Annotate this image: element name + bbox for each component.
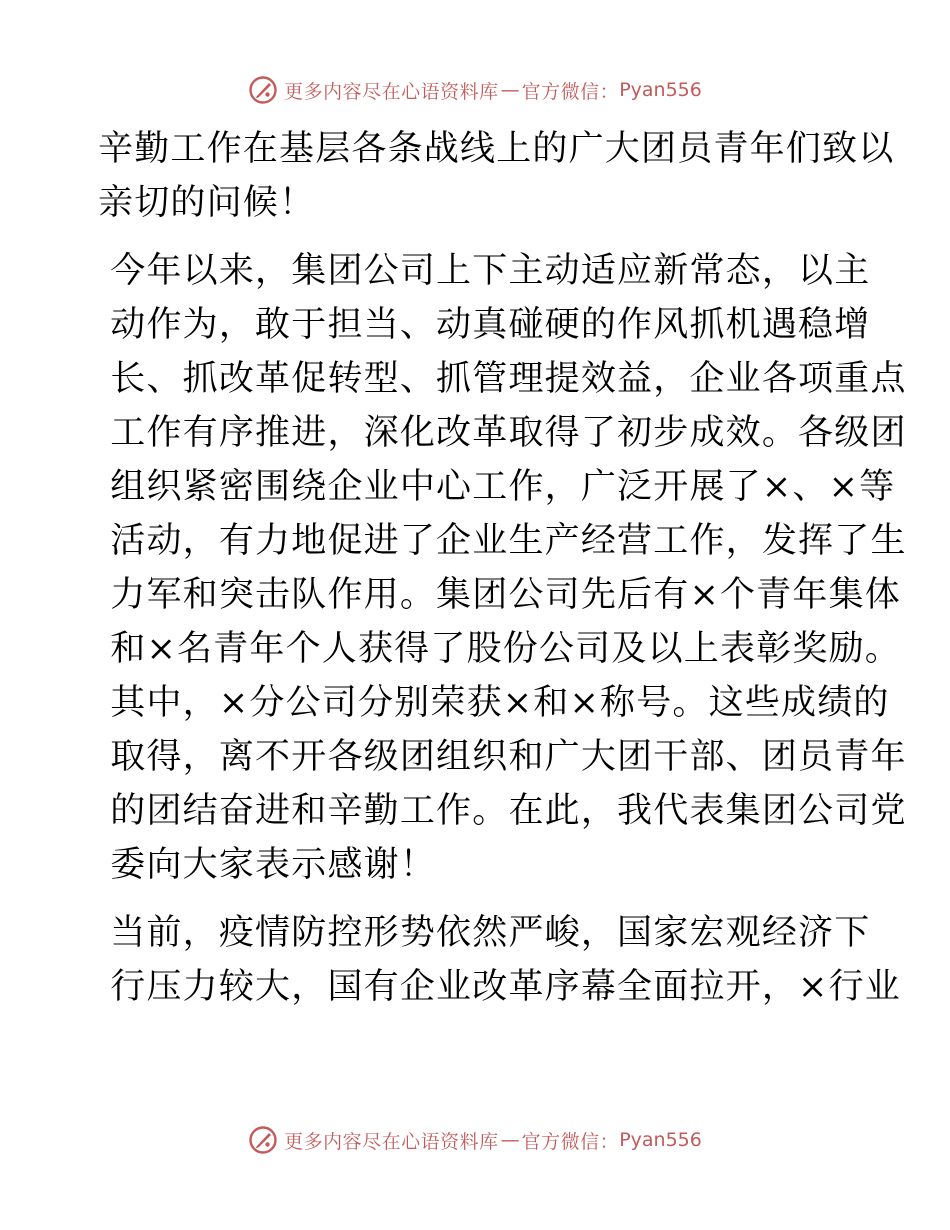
- text-line: 今年以来，集团公司上下主动适应新常态，以主: [110, 251, 871, 291]
- text-line: 力军和突击队作用。集团公司先后有×个青年集体: [110, 575, 901, 615]
- quill-seal-icon: [248, 75, 278, 105]
- text-line: 组织紧密围绕企业中心工作，广泛开展了×、×等: [110, 467, 896, 507]
- text-line: 当前，疫情防控形势依然严峻，国家宏观经济下: [110, 913, 871, 953]
- watermark-separator: —: [500, 79, 520, 101]
- text-line: 活动，有力地促进了企业生产经营工作，发挥了生: [110, 521, 907, 561]
- document-body: [98, 122, 907, 1014]
- paragraph-greeting-continuation: [98, 122, 895, 230]
- text-line: 工作有序推进，深化改革取得了初步成效。各级团: [110, 413, 907, 453]
- watermark-wechat-label: 官方微信：: [521, 1130, 620, 1153]
- watermark-wechat-label: 官方微信：: [521, 80, 620, 103]
- watermark-wechat-id: Pyan556: [619, 1129, 702, 1151]
- watermark-site-name: 更多内容尽在心语资料库: [284, 1130, 499, 1153]
- text-line: 亲切的问候！: [98, 183, 316, 223]
- text-line: 和×名青年个人获得了股份公司及以上表彰奖励。: [110, 629, 901, 669]
- text-line: 的团结奋进和辛勤工作。在此，我代表集团公司党: [110, 791, 907, 831]
- watermark-site-name: 更多内容尽在心语资料库: [284, 80, 499, 103]
- text-line: 辛勤工作在基层各条战线上的广大团员青年们致以: [98, 129, 895, 169]
- watermark-separator: —: [500, 1129, 520, 1151]
- header-watermark: [0, 73, 950, 107]
- watermark-wechat-id: Pyan556: [619, 79, 702, 101]
- text-line: 委向大家表示感谢！: [110, 845, 437, 885]
- text-line: 动作为，敢于担当、动真碰硬的作风抓机遇稳增: [110, 305, 871, 345]
- footer-watermark: [0, 1123, 950, 1157]
- quill-seal-icon: [248, 1125, 278, 1155]
- paragraph-achievements: [98, 244, 907, 892]
- text-line: 其中，×分公司分别荣获×和×称号。这些成绩的: [110, 683, 890, 723]
- text-line: 行压力较大，国有企业改革序幕全面拉开，×行业: [110, 967, 901, 1007]
- text-line: 取得，离不开各级团组织和广大团干部、团员青年: [110, 737, 907, 777]
- text-line: 长、抓改革促转型、抓管理提效益，企业各项重点: [110, 359, 907, 399]
- paragraph-current-situation: [98, 906, 901, 1014]
